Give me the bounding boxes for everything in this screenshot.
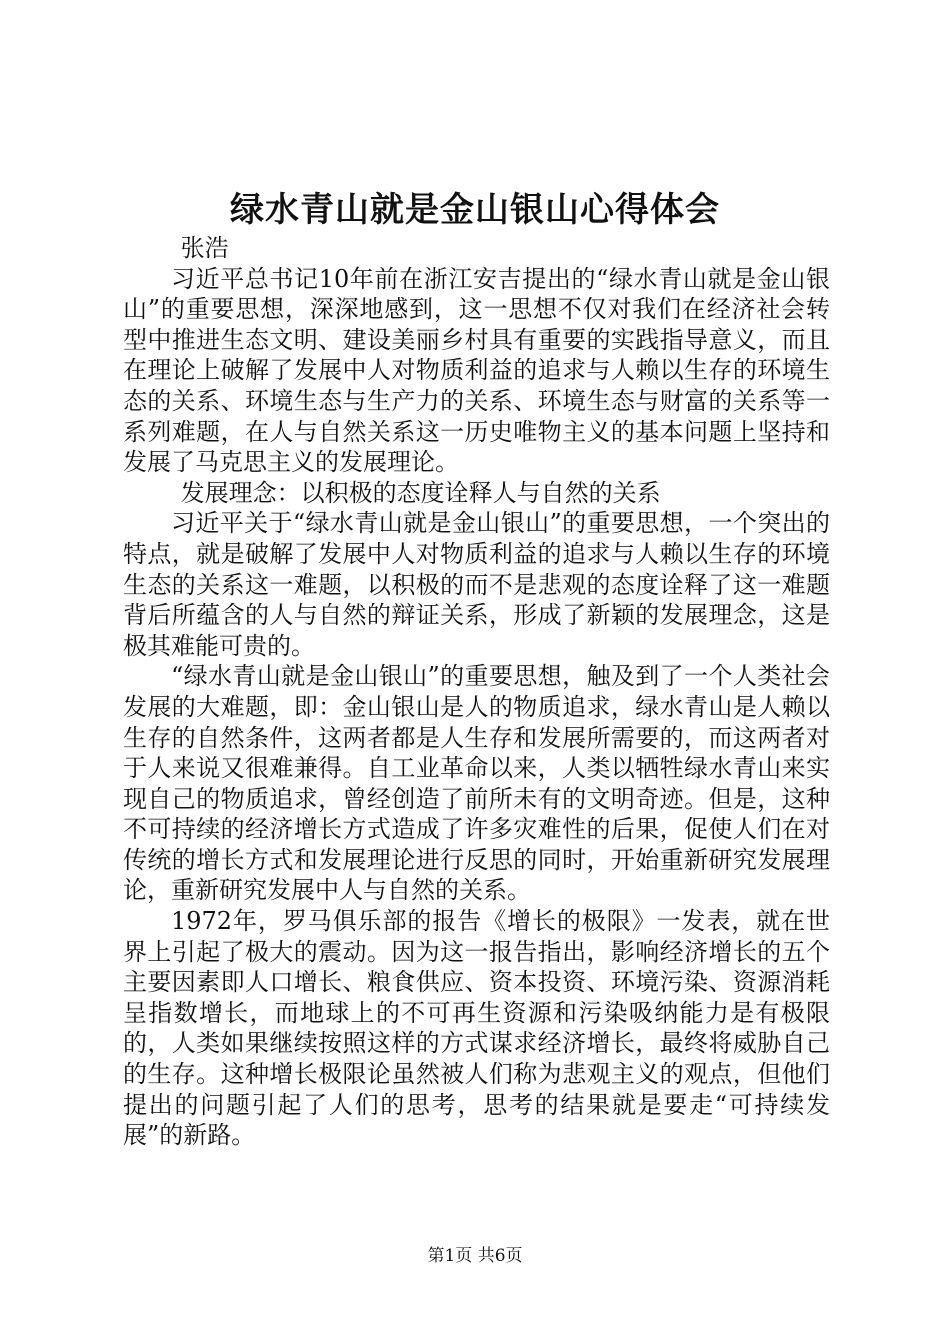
paragraph-intro: 习近平总书记10年前在浙江安吉提出的“绿水青山就是金山银山”的重要思想，深深地感到，这一思想不仅对我们在经济社会转型中推进生态文明、建设美丽乡村具有重要的实践指导意义，而且在理论上破解了发展中人对物质利益的追求与人赖以生存的环境生态的关系、环境生态与生产力的关系、环境生态与财富的关系等一系列难题，在人与自然关系这一历史唯物主义的基本问题上坚持和发展了马克思主义的发展理论。 [123, 264, 830, 477]
paragraph-limits-to-growth: 1972年，罗马俱乐部的报告《增长的极限》一发表，就在世界上引起了极大的震动。因为这一报告指出，影响经济增长的五个主要因素即人口增长、粮食供应、资本投资、环境污染、资源消耗呈指数增长，而地球上的不可再生资源和污染吸纳能力是有极限的，人类如果继续按照这样的方式谋求经济增长，最终将威胁自己的生存。这种增长极限论虽然被人们称为悲观主义的观点，但他们提出的问题引起了人们的思考，思考的结果就是要走“可持续发展”的新路。 [123, 907, 830, 1150]
author-name: 张浩 [180, 234, 229, 262]
section-heading: 发展理念：以积极的态度诠释人与自然的关系 [180, 478, 661, 507]
document-body [123, 233, 830, 1151]
page-footer: 第1页 共6页 [427, 1246, 523, 1266]
paragraph-human-nature-problem: “绿水青山就是金山银山”的重要思想，触及到了一个人类社会发展的大难题，即：金山银山是人的物质追求，绿水青山是人赖以生存的自然条件，这两者都是人生存和发展所需要的，而这两者对于人来说又很难兼得。自工业革命以来，人类以牺牲绿水青山来实现自己的物质追求，曾经创造了前所未有的文明奇迹。但是，这种不可持续的经济增长方式造成了许多灾难性的后果，促使人们在对传统的增长方式和发展理论进行反思的同时，开始重新研究发展理论，重新研究发展中人与自然的关系。 [123, 662, 830, 905]
paragraph-development-concept: 习近平关于“绿水青山就是金山银山”的重要思想，一个突出的特点，就是破解了发展中人对物质利益的追求与人赖以生存的环境生态的关系这一难题，以积极的而不是悲观的态度诠释了这一难题背后所蕴含的人与自然的辩证关系，形成了新颖的发展理念，这是极其难能可贵的。 [123, 509, 830, 660]
document-title: 绿水青山就是金山银山心得体会 [230, 190, 720, 230]
